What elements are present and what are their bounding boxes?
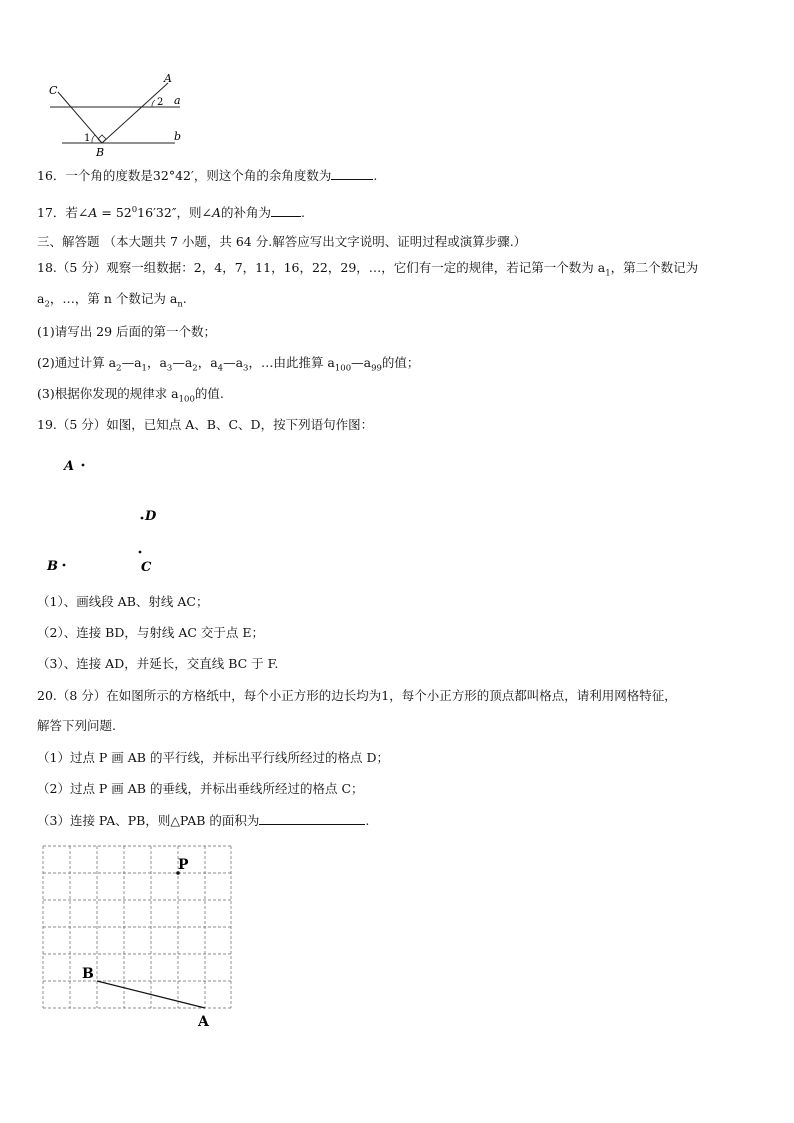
- q18-p2-sub: 4: [217, 363, 224, 374]
- q17-after: 的补角为: [221, 205, 272, 221]
- answer-blank[interactable]: [259, 812, 365, 825]
- label-b-point: B: [96, 146, 105, 159]
- q19-points-figure: [40, 448, 180, 580]
- grid-figure: [38, 840, 238, 1035]
- q17-end: .: [301, 205, 306, 221]
- q18-p2-start: (2)通过计算 a: [37, 355, 117, 370]
- q18-p2-text: ，a: [197, 355, 218, 370]
- q17-mid: ，则∠: [176, 205, 212, 221]
- q18-p2-text: —a: [351, 355, 372, 370]
- question-20-line2: 解答下列问题.: [37, 718, 116, 733]
- parallel-lines-figure: [40, 72, 200, 160]
- q18-p3-start: (3)根据你发现的规律求 a: [37, 386, 179, 401]
- segment-ba: [102, 83, 168, 143]
- label-c: C: [49, 84, 58, 97]
- point-b-label: B: [82, 966, 94, 982]
- question-18-part1: (1)请写出 29 后面的第一个数；: [37, 324, 217, 339]
- q18-p2-sub: 99: [371, 363, 382, 374]
- q17-var2: A: [211, 205, 222, 221]
- q20-s3-end: .: [365, 813, 370, 828]
- answer-blank[interactable]: [331, 167, 373, 180]
- q18-tail: ，第二个数记为: [610, 260, 699, 275]
- grid-lines: [43, 846, 231, 1008]
- question-18-line2: [37, 291, 187, 313]
- point-a-label: A: [198, 1014, 209, 1030]
- q18-a: a: [37, 291, 45, 306]
- q18-sub: 1: [605, 268, 611, 279]
- label-angle-2: 2: [157, 97, 164, 108]
- q18-p2-text: ，…由此推算 a: [248, 355, 335, 370]
- q18-subn: n: [177, 299, 183, 310]
- q18-p2-sub: 100: [334, 363, 352, 374]
- point-d-dot: [141, 517, 144, 520]
- q18-mid: ，…，第 n 个数记为 a: [49, 291, 178, 306]
- q16-end: .: [373, 168, 378, 183]
- point-a-label: A: [64, 459, 75, 474]
- point-b-dot: [63, 564, 66, 567]
- q18-p2-sub: 3: [166, 363, 173, 374]
- angle-2-arc: [152, 100, 155, 107]
- q18-p3-sub: 100: [178, 394, 195, 405]
- question-20-step2: （2）过点 P 画 AB 的垂线，并标出垂线所经过的格点 C；: [37, 781, 364, 796]
- question-19-step3: （3）、连接 AD，并延长，交直线 BC 于 F.: [37, 656, 279, 671]
- segment-cb: [58, 92, 102, 143]
- question-18-part3: [37, 386, 224, 408]
- q18-end: .: [182, 291, 187, 306]
- q18-p2-sub: 2: [116, 363, 122, 374]
- question-19-step2: （2）、连接 BD，与射线 AC 交于点 E；: [37, 625, 265, 640]
- question-19-head: 19.（5 分）如图，已知点 A、B、C、D，按下列语句作图：: [37, 417, 374, 432]
- point-c-label: C: [141, 560, 152, 575]
- q18-p2-sub: 1: [141, 363, 147, 374]
- point-c-dot: [139, 551, 142, 554]
- q17-rest: 16′32″: [137, 205, 177, 221]
- point-b-label: B: [47, 559, 58, 574]
- question-16: [37, 167, 377, 184]
- q18-p3-end: 的值.: [194, 386, 224, 401]
- label-a-point: A: [164, 72, 172, 85]
- q17-text: 若∠: [65, 205, 89, 221]
- label-a-line: a: [174, 94, 181, 107]
- q16-value: 32°42′: [152, 168, 194, 183]
- question-18-part2: [37, 355, 419, 377]
- question-number: 16．: [37, 168, 66, 183]
- q18-p2-text: —a: [121, 355, 142, 370]
- point-p-label: P: [178, 857, 189, 873]
- answer-blank[interactable]: [271, 204, 301, 217]
- q16-text-after: ，则这个角的余角度数为: [193, 168, 332, 183]
- question-20-step3: [37, 812, 369, 829]
- question-20-step1: （1）过点 P 画 AB 的平行线，并标出平行线所经过的格点 D；: [37, 750, 389, 765]
- label-angle-1: 1: [84, 133, 91, 144]
- question-20-line1: 20.（8 分）在如图所示的方格纸中，每个小正方形的边长均为1，每个小正方形的顶点都叫格点，请利用网格特征，: [37, 688, 677, 703]
- q17-eq: = 52: [97, 205, 132, 221]
- q18-p2-text: 的值；: [381, 355, 420, 370]
- question-17: [37, 202, 305, 221]
- q18-head: 18.（5 分）观察一组数据：2，4，7，11，16，22，29，…，它们有一定的规律，若记第一个数为 a: [37, 260, 606, 275]
- q18-p2-text: ，a: [146, 355, 167, 370]
- q18-p2-sub: 3: [243, 363, 249, 374]
- q18-p2-text: —a: [172, 355, 193, 370]
- q18-sub2: 2: [44, 299, 50, 310]
- q17-var: A: [88, 205, 98, 221]
- point-a-dot: [82, 464, 85, 467]
- angle-1-arc: [92, 135, 95, 143]
- label-b-line: b: [174, 130, 182, 143]
- q16-text: 一个角的度数是: [65, 168, 153, 183]
- q17-sup: 0: [131, 205, 138, 215]
- q20-s3-text: （3）连接 PA、PB，则△PAB 的面积为: [37, 813, 260, 828]
- section-heading: 三、解答题 （本大题共 7 小题，共 64 分.解答应写出文字说明、证明过程或演算步骤.）: [37, 234, 527, 249]
- question-19-step1: （1）、画线段 AB、射线 AC；: [37, 594, 209, 609]
- point-d-label: D: [145, 509, 157, 524]
- question-18-line1: [37, 260, 698, 282]
- question-number: 17．: [37, 205, 66, 221]
- q18-p2-text: —a: [223, 355, 244, 370]
- q18-p2-sub: 2: [192, 363, 198, 374]
